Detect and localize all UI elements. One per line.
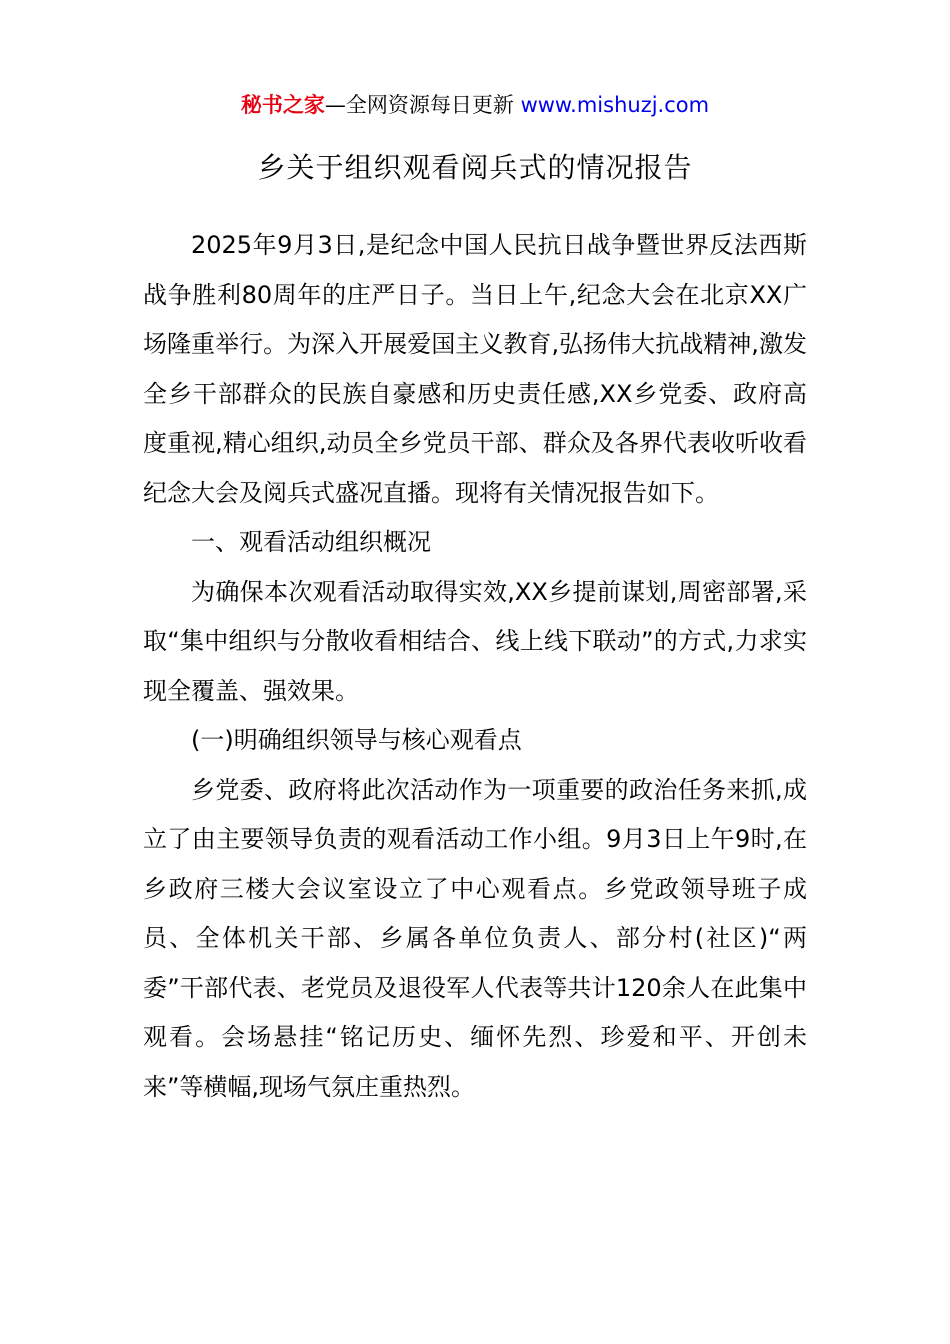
paragraph-intro: 2025年9月3日,是纪念中国人民抗日战争暨世界反法西斯战争胜利80周年的庄严日子。当日上午,纪念大会在北京XX广场隆重举行。为深入开展爱国主义教育,弘扬伟大抗战精神,激发全乡干部群众的民族自豪感和历史责任感,XX乡党委、政府高度重视,精心组织,动员全乡党员干部、群众及各界代表收听收看纪念大会及阅兵式盛况直播。现将有关情况报告如下。 (143, 231, 807, 507)
paragraph-section-1: 为确保本次观看活动取得实效,XX乡提前谋划,周密部署,采取“集中组织与分散收看相结合、线上线下联动”的方式,力求实现全覆盖、强效果。 (143, 577, 807, 705)
site-name: 秘书之家 (240, 93, 325, 117)
section-heading-1: 一、观看活动组织概况 (191, 528, 431, 556)
site-header (0, 88, 950, 122)
paragraph-subsection-1: 乡党委、政府将此次活动作为一项重要的政治任务来抓,成立了由主要领导负责的观看活动工作小组。9月3日上午9时,在乡政府三楼大会议室设立了中心观看点。乡党政领导班子成员、全体机关干部、乡属各单位负责人、部分村(社区)“两委”干部代表、老党员及退役军人代表等共计120余人在此集中观看。会场悬挂“铭记历史、缅怀先烈、珍爱和平、开创未来”等横幅,现场气氛庄重热烈。 (143, 775, 807, 1101)
site-url-link[interactable]: www.mishuzj.com (520, 93, 710, 117)
document-title: 乡关于组织观看阅兵式的情况报告 (257, 151, 693, 184)
subsection-heading-1: (一)明确组织领导与核心观看点 (191, 726, 522, 754)
document-body (143, 221, 807, 1112)
site-tagline: —全网资源每日更新 (324, 93, 521, 117)
